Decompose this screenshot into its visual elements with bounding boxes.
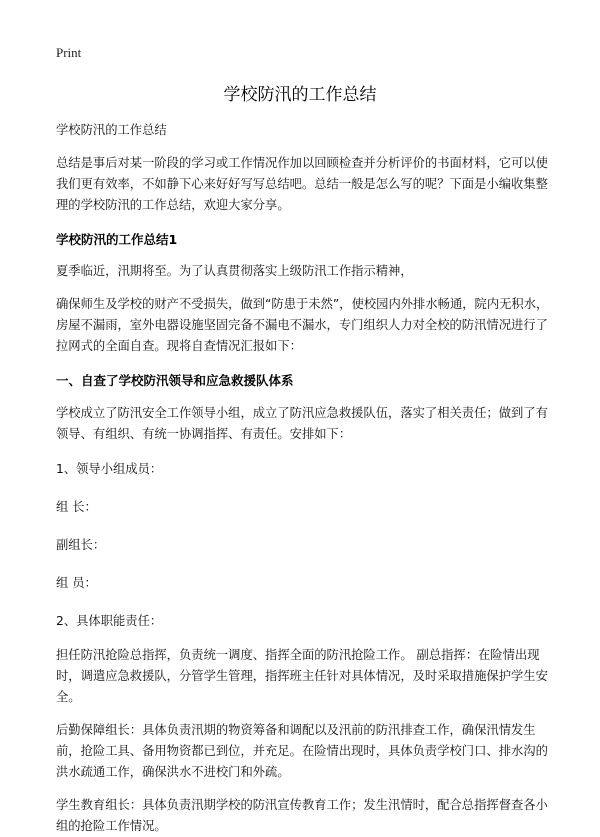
print-link[interactable]: Print [56,45,82,60]
body-paragraph: 学生教育组长：具体负责汛期学校的防汛宣传教育工作；发生汛情时，配合总指挥督查各小组的抢险工作情况。 [56,798,548,833]
body-paragraph: 后勤保障组长：具体负责汛期的物资筹备和调配以及汛前的防汛排查工作，确保汛情发生前，抢险工具、备用物资都已到位，并充足。在险情出现时，具体负责学校门口、排水沟的洪水疏通工作，确保洪水不进校门和外疏。 [56,723,548,779]
body-paragraph: 担任防汛抢险总指挥，负责统一调度、指挥全面的防汛抢险工作。 副总指挥：在险情出现时，调遣应急救援队，分管学生管理，指挥班主任针对具体情况，及时采取措施保护学生安全。 [56,648,548,704]
page-title: 学校防汛的工作总结 [223,85,377,105]
role-line: 组 长： [56,500,97,514]
document-body [56,120,556,837]
subtitle-paragraph: 学校防汛的工作总结 [56,123,167,137]
list-heading: 2、具体职能责任： [56,614,163,628]
role-line: 副组长： [56,538,106,552]
list-heading: 1、领导小组成员： [56,462,163,476]
body-paragraph: 确保师生及学校的财产不受损失，做到“防患于未然”，使校园内外排水畅通，院内无积水，房屋不漏雨，室外电器设施坚固完备不漏电不漏水，专门组织人力对全校的防汛情况进行了拉网式的全面自查。现将自查情况汇报如下： [56,297,549,353]
body-paragraph: 学校成立了防汛安全工作领导小组，成立了防汛应急救援队伍，落实了相关责任；做到了有领导、有组织、有统一协调指挥、有责任。安排如下： [56,406,548,441]
body-paragraph: 夏季临近，汛期将至。为了认真贯彻落实上级防汛工作指示精神， [56,264,413,278]
role-line: 组 员： [56,576,97,590]
section-heading: 学校防汛的工作总结1 [56,232,178,247]
section-heading: 一、自查了学校防汛领导和应急救援队体系 [56,373,294,388]
intro-paragraph: 总结是事后对某一阶段的学习或工作情况作加以回顾检查并分析评价的书面材料，它可以使我们更有效率，不如静下心来好好写写总结吧。总结一般是怎么写的呢？下面是小编收集整理的学校防汛的工作总结，欢迎大家分享。 [56,156,548,212]
